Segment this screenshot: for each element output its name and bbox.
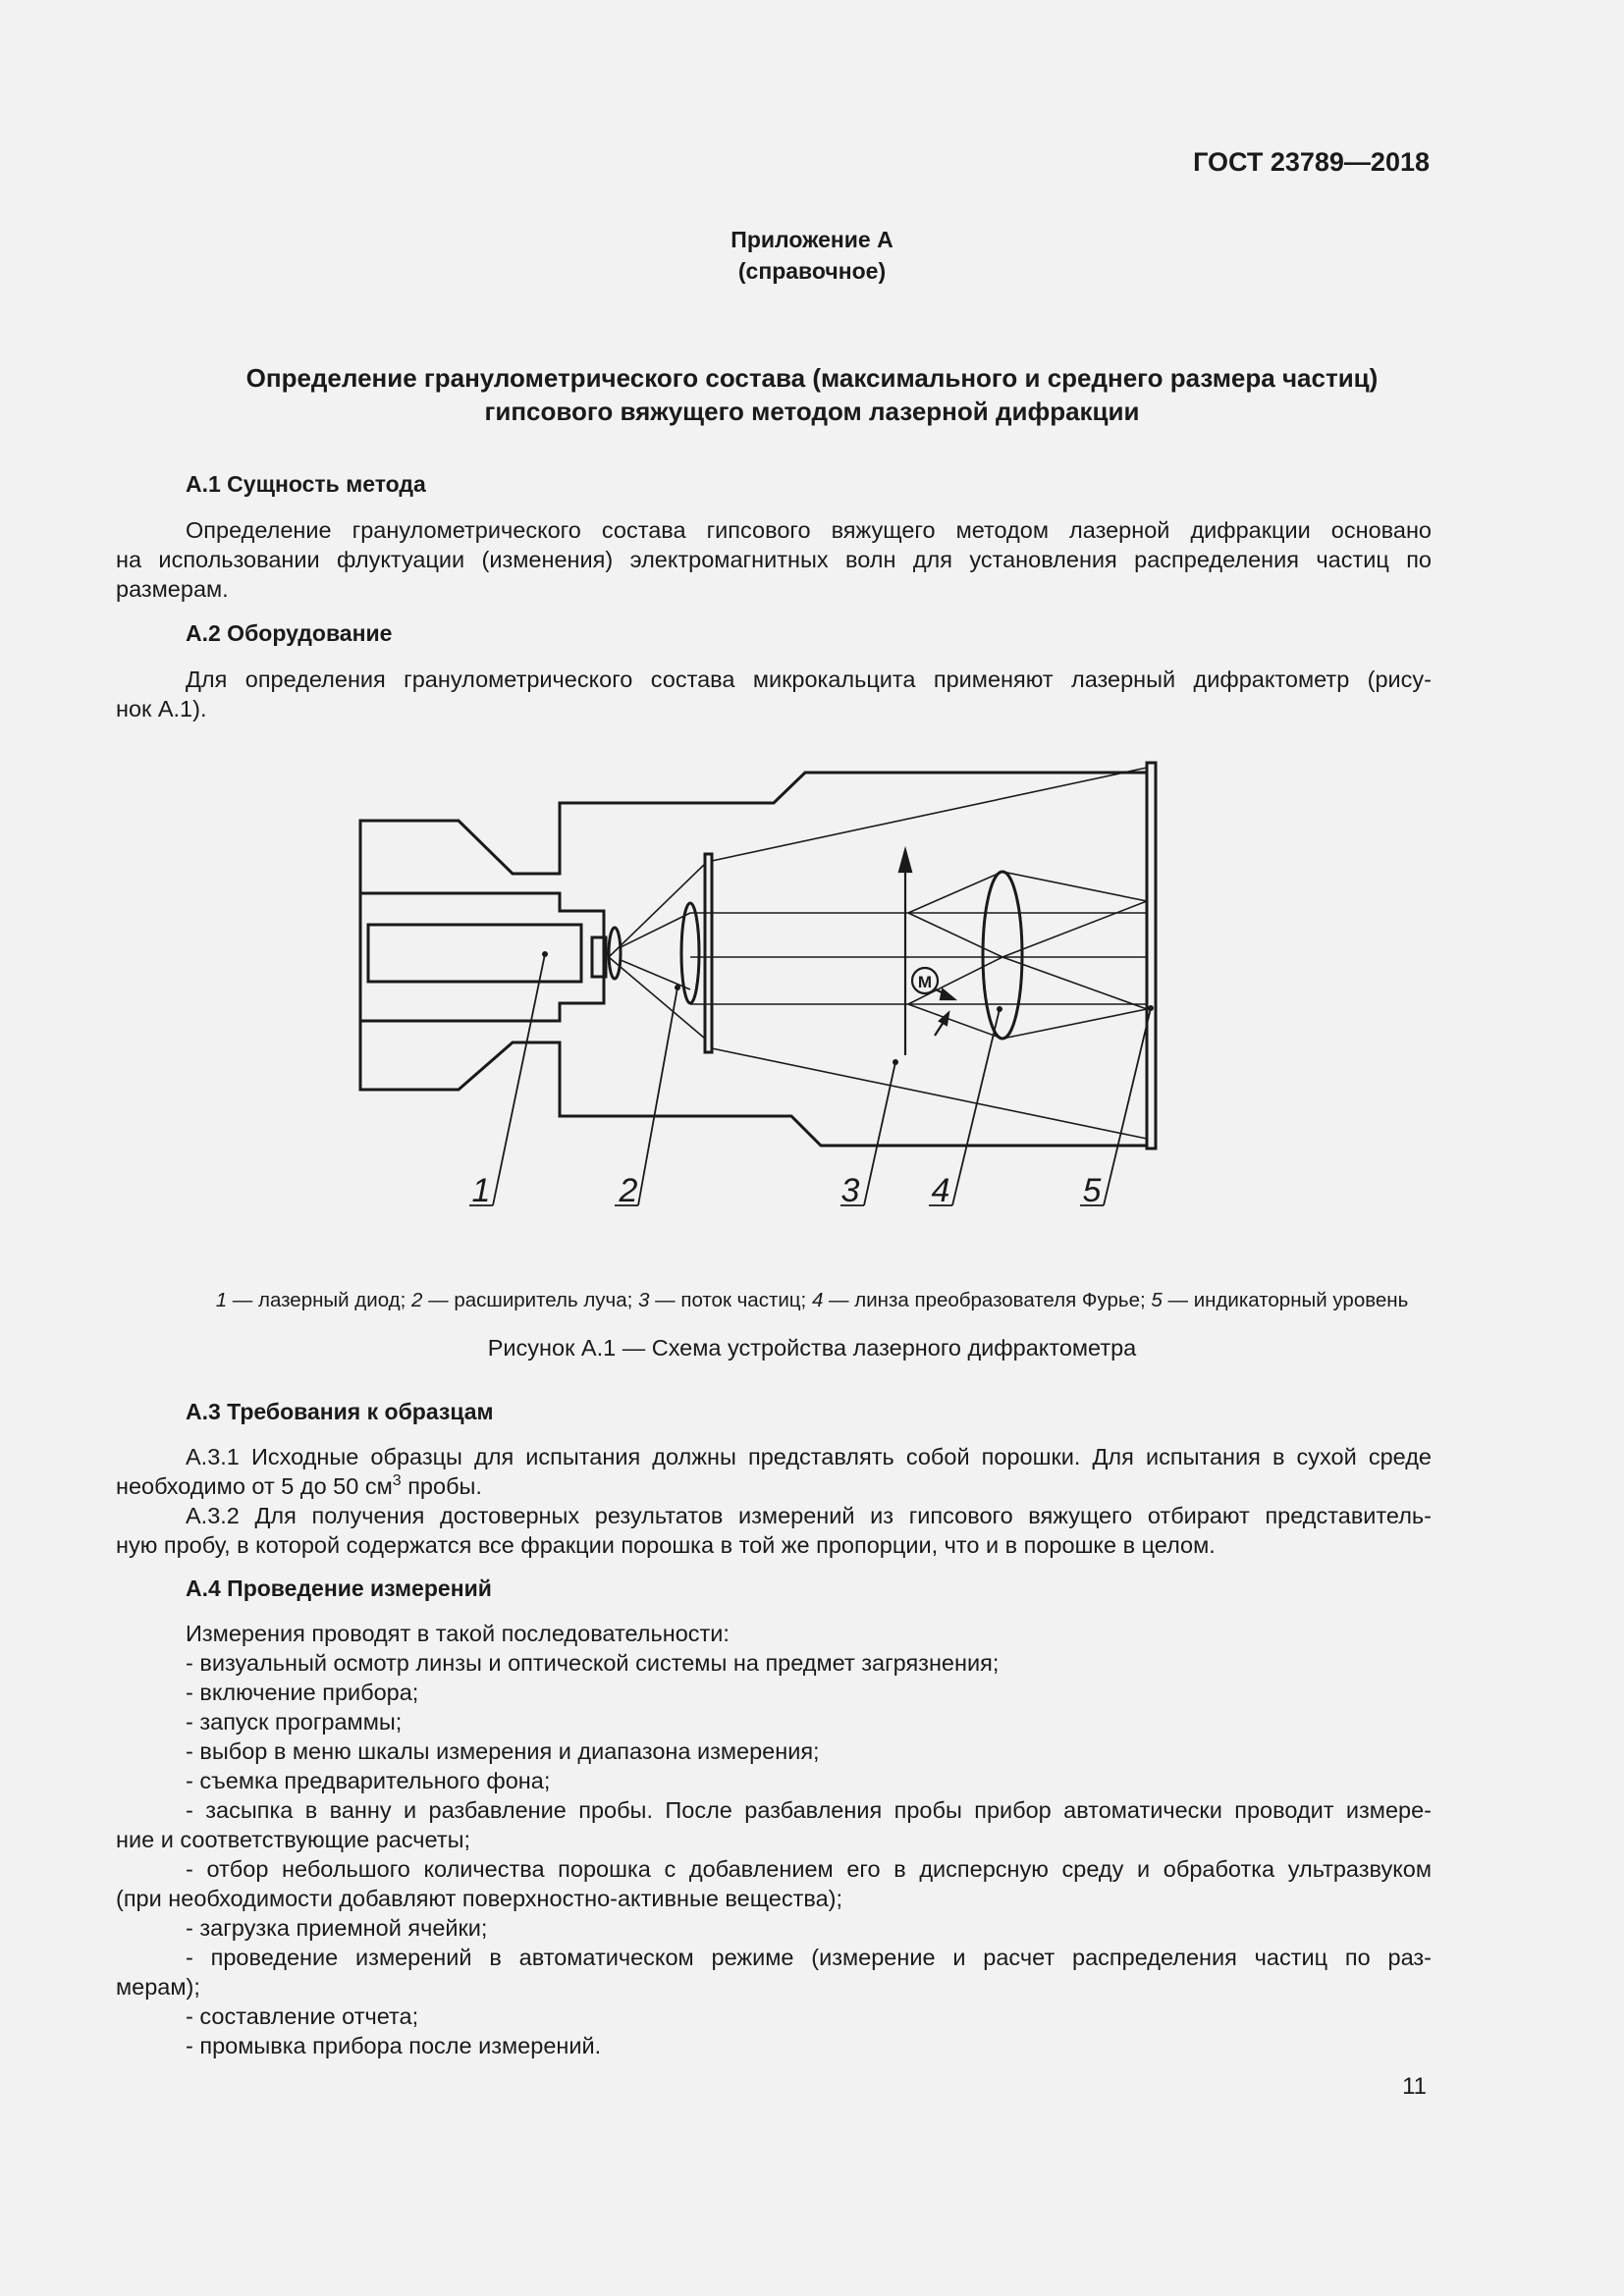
heading-a2: А.2 Оборудование (186, 620, 393, 646)
paragraph-text: пробы. (401, 1473, 482, 1499)
figure-label-3: 3 (840, 1172, 860, 1209)
particle-flow-arrowhead (899, 850, 911, 872)
list-item: - выбор в меню шкалы измерения и диапазона измерения; (186, 1738, 820, 1764)
legend-num: 1 (215, 1289, 228, 1311)
list-intro: Измерения проводят в такой последовательности: (186, 1621, 730, 1646)
beam-ray (1002, 901, 1147, 957)
heading-a1: А.1 Сущность метода (186, 471, 426, 497)
laser-diode (368, 925, 581, 982)
legend-num: 4 (811, 1289, 824, 1311)
list-item: - засыпка в ванну и разбавление пробы. После разбавления пробы прибор автоматически проводит измере- (186, 1797, 1432, 1823)
legend-num: 3 (638, 1289, 650, 1311)
list-item: - отбор небольшого количества порошка с добавлением его в дисперсную среду и обработка ультразвуком (186, 1856, 1432, 1882)
list-item: - запуск программы; (186, 1709, 403, 1735)
heading-a4: А.4 Проведение измерений (186, 1575, 492, 1601)
figure-label-5: 5 (1082, 1172, 1102, 1209)
aperture-plate (705, 854, 712, 1052)
paragraph-line: на использовании флуктуации (изменения) электромагнитных волн для установления распределения частиц по (116, 547, 1432, 572)
heading-a3: А.3 Требования к образцам (186, 1399, 494, 1424)
leader-line (638, 988, 677, 1205)
list-item: - включение прибора; (186, 1680, 419, 1705)
paragraph-line: нок А.1). (116, 696, 207, 721)
legend-num: 5 (1151, 1289, 1163, 1311)
motion-arrowhead (941, 989, 954, 999)
list-item: - визуальный осмотр линзы и оптической системы на предмет загрязнения; (186, 1650, 1000, 1676)
motion-arrowhead (940, 1013, 948, 1025)
page-number: 11 (1402, 2073, 1427, 2100)
measurement-steps (116, 1619, 1432, 2060)
list-item: - промывка прибора после измерений. (186, 2033, 602, 2058)
paragraph-a3 (116, 1442, 1432, 1560)
paragraph-line (116, 1471, 1432, 1501)
list-item-continuation: (при необходимости добавляют поверхностно-активные вещества); (116, 1886, 843, 1911)
paragraph-text: необходимо от 5 до 50 см (116, 1473, 393, 1499)
laser-cavity (360, 893, 604, 1021)
indicator-plate (1147, 763, 1156, 1148)
leader-line (1104, 1008, 1151, 1205)
legend-text: — линза преобразователя Фурье; (823, 1289, 1152, 1311)
beam-ray (621, 960, 690, 989)
beam-ray (712, 768, 1147, 861)
fourier-lens (983, 872, 1022, 1039)
small-lens (609, 928, 621, 979)
list-item: - загрузка приемной ячейки; (186, 1915, 488, 1941)
expander-lens (681, 903, 699, 1003)
list-item-continuation: мерам); (116, 1974, 200, 2000)
paragraph-line: ную пробу, в которой содержатся все фракции порошка в той же пропорции, что и в порошке в целом. (116, 1532, 1216, 1558)
beam-ray (1002, 1009, 1147, 1039)
paragraph-line: размерам. (116, 576, 229, 602)
legend-text: — расширитель луча; (422, 1289, 639, 1311)
beam-ray (609, 957, 705, 1039)
beam-ray (609, 864, 705, 957)
particle-m-symbol: M (917, 973, 933, 991)
legend-num: 2 (411, 1289, 423, 1311)
leader-line (493, 954, 545, 1205)
beam-ray (1002, 957, 1147, 1009)
legend-text: — поток частиц; (649, 1289, 812, 1311)
beam-ray (621, 913, 690, 947)
paragraph-line: Определение гранулометрического состава гипсового вяжущего методом лазерной дифракции основано (186, 517, 1432, 543)
legend-text: — лазерный диод; (227, 1289, 412, 1311)
figure-legend (0, 1289, 1624, 1312)
figure-label-2: 2 (619, 1172, 638, 1209)
appendix-label: Приложение А (731, 227, 893, 252)
housing-outline (360, 773, 1147, 1146)
figure-label-1: 1 (471, 1172, 491, 1209)
list-item: - проведение измерений в автоматическом режиме (измерение и расчет распределения частиц по раз- (186, 1945, 1432, 1970)
paragraph-line: А.3.2 Для получения достоверных результатов измерений из гипсового вяжущего отбирают представитель- (186, 1503, 1432, 1528)
section-title-line1: Определение гранулометрического состава (максимального и среднего размера частиц) (245, 363, 1379, 393)
beam-ray (712, 1048, 1147, 1139)
beam-ray (908, 913, 1002, 957)
beam-ray (1002, 872, 1147, 901)
legend-text: — индикаторный уровень (1162, 1289, 1409, 1311)
figure-label-4: 4 (931, 1172, 950, 1209)
list-item: - составление отчета; (186, 2003, 419, 2029)
list-item-continuation: ние и соответствующие расчеты; (116, 1827, 471, 1852)
superscript: 3 (392, 1472, 402, 1490)
paragraph-line: А.3.1 Исходные образцы для испытания должны представлять собой порошки. Для испытания в сухой среде (186, 1444, 1432, 1469)
figure-caption: Рисунок А.1 — Схема устройства лазерного дифрактометра (487, 1335, 1137, 1361)
appendix-type: (справочное) (737, 258, 887, 284)
list-item: - съемка предварительного фона; (186, 1768, 551, 1793)
standard-number: ГОСТ 23789—2018 (1193, 147, 1430, 177)
paragraph-line: Для определения гранулометрического состава микрокальцита применяют лазерный дифрактометр (рису- (186, 667, 1432, 692)
section-title-line2: гипсового вяжущего методом лазерной дифракции (484, 397, 1140, 426)
